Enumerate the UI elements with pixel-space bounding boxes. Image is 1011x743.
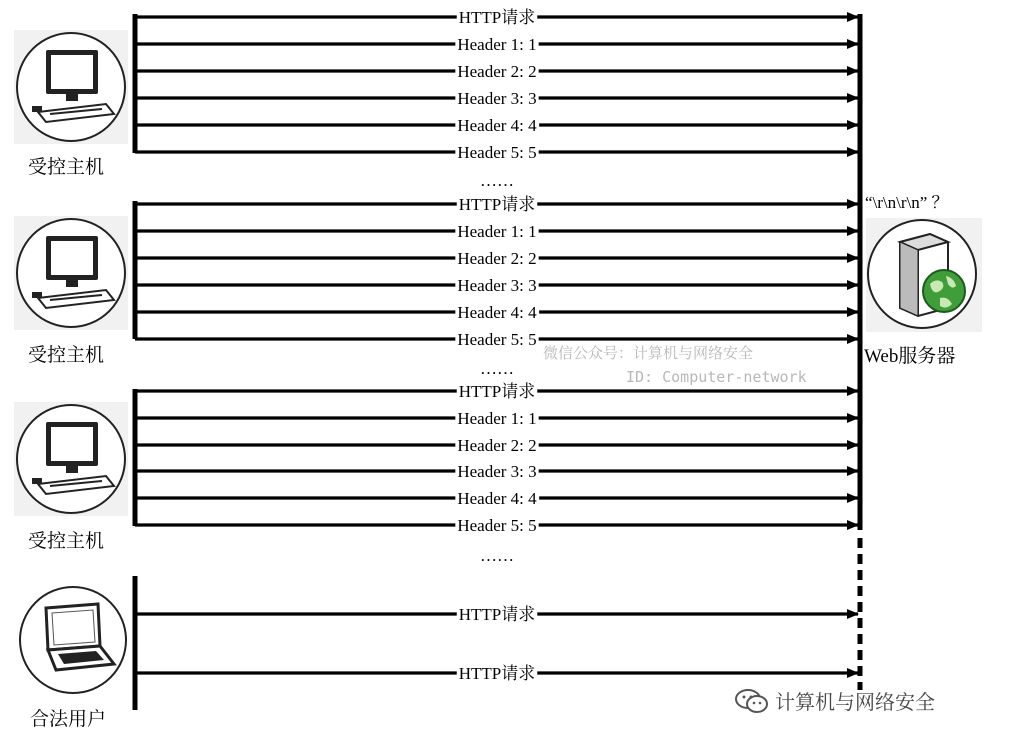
message-label: Header 4: 4 (457, 303, 537, 322)
message-label: Header 3: 3 (457, 462, 537, 481)
watermark-line2: ID: Computer-network (626, 368, 807, 386)
web-server-icon (866, 218, 982, 332)
message-label: HTTP请求 (458, 664, 536, 683)
desktop-computer-icon (14, 216, 128, 330)
group-ellipsis: …… (480, 546, 514, 565)
message-label: Header 3: 3 (457, 276, 537, 295)
host2-label: 受控主机 (28, 345, 105, 366)
message-label: Header 1: 1 (457, 35, 537, 54)
watermark-line1: 微信公众号：计算机与网络安全 (543, 344, 754, 362)
message-label: Header 5: 5 (457, 516, 537, 535)
message-label: Header 2: 2 (457, 249, 537, 268)
server-node (866, 218, 986, 368)
desktop-computer-icon (14, 402, 128, 516)
message-label: Header 4: 4 (457, 489, 537, 508)
host1-node (14, 30, 128, 190)
message-label: Header 2: 2 (457, 62, 537, 81)
legit-user-node (16, 584, 130, 739)
message-label: Header 1: 1 (457, 409, 537, 428)
message-label: Header 1: 1 (457, 222, 537, 241)
message-label: HTTP请求 (458, 605, 536, 624)
message-label: Header 3: 3 (457, 89, 537, 108)
message-label: HTTP请求 (458, 195, 536, 214)
server-question-label: “\r\n\r\n” ？ (865, 193, 949, 212)
laptop-icon (16, 584, 130, 696)
brand-footer (735, 686, 935, 715)
host2-node (14, 216, 128, 376)
message-label: HTTP请求 (458, 382, 536, 401)
desktop-computer-icon (14, 30, 128, 144)
host3-label: 受控主机 (28, 531, 105, 552)
legit-user-label: 合法用户 (30, 709, 107, 730)
message-label: Header 4: 4 (457, 116, 537, 135)
host3-node (14, 402, 128, 562)
brand-text: 计算机与网络安全 (775, 690, 935, 714)
message-label: Header 5: 5 (457, 330, 537, 349)
server-label: Web服务器 (864, 346, 956, 367)
wechat-icon (735, 688, 769, 714)
message-label: HTTP请求 (458, 8, 536, 27)
group-ellipsis: …… (480, 171, 514, 190)
host1-label: 受控主机 (28, 157, 105, 178)
message-label: Header 5: 5 (457, 143, 537, 162)
message-label: Header 2: 2 (457, 436, 537, 455)
group-ellipsis: …… (480, 359, 514, 378)
